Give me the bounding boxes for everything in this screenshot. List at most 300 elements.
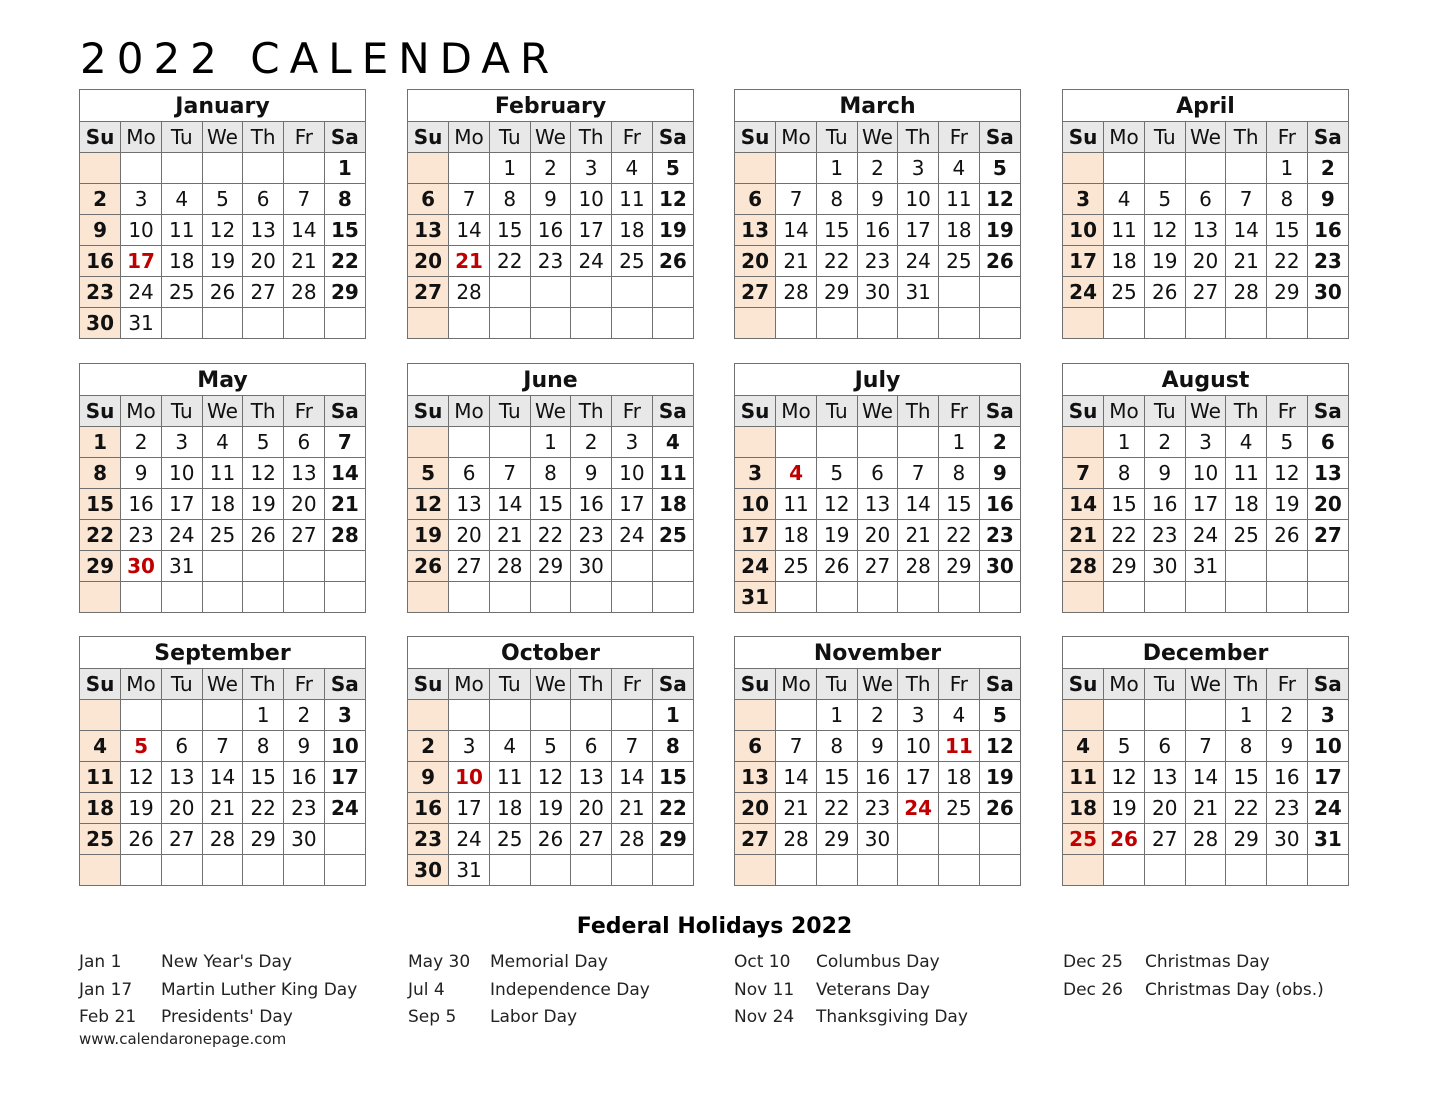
month-name: April [1063,90,1348,122]
holiday-name: Presidents' Day [161,1007,293,1027]
day-cell: 7 [202,731,243,762]
day-cell: 25 [202,520,243,551]
day-cell: 12 [1104,762,1145,793]
day-cell: 14 [776,762,817,793]
empty-cell [1063,582,1104,613]
day-cell: 21 [612,793,653,824]
day-cell: 13 [571,762,612,793]
day-cell: 24 [735,551,776,582]
day-cell: 28 [1226,277,1267,308]
day-cell: 5 [202,184,243,215]
weekday-header: Mo [121,396,162,427]
empty-cell [816,308,857,339]
empty-cell [408,153,449,184]
empty-cell [979,308,1020,339]
weekday-header: Sa [1307,669,1348,700]
empty-cell [735,308,776,339]
empty-cell [243,551,284,582]
empty-cell [1267,308,1308,339]
page-title: 2022 CALENDAR [80,34,560,83]
day-cell: 15 [530,489,571,520]
empty-cell [776,855,817,886]
weekday-header: Th [1226,122,1267,153]
empty-cell [202,153,243,184]
holiday-date: Oct 10 [734,952,791,972]
empty-cell [1185,582,1226,613]
day-cell: 4 [1226,427,1267,458]
empty-cell [979,582,1020,613]
day-cell: 24 [898,246,939,277]
day-cell: 18 [652,489,693,520]
empty-cell [1104,308,1145,339]
weekday-header: Th [243,669,284,700]
day-cell: 6 [1144,731,1185,762]
day-cell: 2 [1267,700,1308,731]
day-cell: 5 [652,153,693,184]
empty-cell [530,277,571,308]
holiday-date: Dec 26 [1063,979,1123,1000]
day-cell: 17 [1063,246,1104,277]
empty-cell [1267,855,1308,886]
empty-cell [857,308,898,339]
day-cell: 10 [324,731,365,762]
empty-cell [161,308,202,339]
empty-cell [80,153,121,184]
day-cell: 23 [979,520,1020,551]
day-cell: 28 [1063,551,1104,582]
month-grid [1063,669,1348,885]
holiday-name: Labor Day [490,1007,578,1027]
empty-cell [1104,855,1145,886]
weekday-header: Mo [121,669,162,700]
empty-cell [979,855,1020,886]
empty-cell [1104,582,1145,613]
day-cell: 24 [612,520,653,551]
day-cell: 21 [449,246,490,277]
day-cell: 10 [571,184,612,215]
weekday-header: Su [408,396,449,427]
day-cell: 9 [1144,458,1185,489]
day-cell: 17 [1185,489,1226,520]
holiday-date: May 30 [408,952,471,972]
empty-cell [1226,308,1267,339]
empty-cell [857,855,898,886]
day-cell: 20 [735,793,776,824]
day-cell: 22 [80,520,121,551]
day-cell: 18 [1063,793,1104,824]
month-calendar [734,636,1021,886]
day-cell: 21 [1185,793,1226,824]
empty-cell [612,277,653,308]
empty-cell [121,153,162,184]
empty-cell [324,308,365,339]
day-cell: 31 [449,855,490,886]
month-name: October [408,637,693,669]
empty-cell [898,824,939,855]
day-cell: 2 [1144,427,1185,458]
empty-cell [898,427,939,458]
day-cell: 3 [1307,700,1348,731]
empty-cell [202,308,243,339]
day-cell: 22 [939,520,980,551]
empty-cell [202,582,243,613]
weekday-header: Su [735,669,776,700]
empty-cell [449,153,490,184]
weekday-header: Mo [449,122,490,153]
weekday-header: Su [735,396,776,427]
day-cell: 29 [530,551,571,582]
day-cell: 3 [324,700,365,731]
empty-cell [80,855,121,886]
day-cell: 13 [1144,762,1185,793]
day-cell: 14 [776,215,817,246]
empty-cell [979,277,1020,308]
day-cell: 5 [408,458,449,489]
empty-cell [121,855,162,886]
day-cell: 21 [489,520,530,551]
weekday-header: Fr [1267,669,1308,700]
day-cell: 15 [489,215,530,246]
day-cell: 23 [121,520,162,551]
day-cell: 28 [776,824,817,855]
holiday-item [79,950,357,978]
day-cell: 23 [857,793,898,824]
month-grid [735,669,1020,885]
day-cell: 17 [161,489,202,520]
day-cell: 24 [898,793,939,824]
day-cell: 27 [243,277,284,308]
day-cell: 24 [1307,793,1348,824]
day-cell: 2 [408,731,449,762]
day-cell: 11 [489,762,530,793]
weekday-header: Sa [324,396,365,427]
month-grid [1063,396,1348,612]
empty-cell [816,582,857,613]
day-cell: 12 [530,762,571,793]
holiday-date: Nov 24 [734,1007,795,1027]
day-cell: 8 [939,458,980,489]
day-cell: 9 [121,458,162,489]
day-cell: 29 [1104,551,1145,582]
weekday-header: Sa [652,122,693,153]
empty-cell [449,427,490,458]
day-cell: 19 [1267,489,1308,520]
day-cell: 21 [1226,246,1267,277]
weekday-header: Th [571,122,612,153]
weekday-header: Fr [1267,122,1308,153]
day-cell: 11 [776,489,817,520]
day-cell: 4 [489,731,530,762]
empty-cell [652,582,693,613]
empty-cell [243,855,284,886]
day-cell: 5 [979,700,1020,731]
empty-cell [121,700,162,731]
day-cell: 1 [816,700,857,731]
day-cell: 25 [1063,824,1104,855]
empty-cell [1185,308,1226,339]
day-cell: 29 [80,551,121,582]
empty-cell [489,582,530,613]
day-cell: 29 [816,277,857,308]
month-calendar [407,636,694,886]
day-cell: 15 [1267,215,1308,246]
day-cell: 18 [202,489,243,520]
empty-cell [1144,700,1185,731]
weekday-header: Tu [816,669,857,700]
weekday-header: Th [898,669,939,700]
day-cell: 4 [939,700,980,731]
day-cell: 17 [898,762,939,793]
weekday-header: We [1185,669,1226,700]
empty-cell [1185,855,1226,886]
holiday-item [1063,950,1324,978]
day-cell: 17 [612,489,653,520]
holiday-column [1063,950,1324,1005]
holiday-column [79,950,357,1033]
empty-cell [857,427,898,458]
day-cell: 13 [284,458,325,489]
day-cell: 21 [324,489,365,520]
day-cell: 28 [898,551,939,582]
month-calendar [79,363,366,613]
day-cell: 24 [161,520,202,551]
holiday-date: Dec 25 [1063,952,1123,972]
day-cell: 18 [1226,489,1267,520]
holiday-name: Martin Luther King Day [161,979,358,1000]
day-cell: 15 [816,762,857,793]
day-cell: 16 [857,215,898,246]
day-cell: 26 [1144,277,1185,308]
holiday-date: Nov 11 [734,979,795,1000]
day-cell: 4 [652,427,693,458]
day-cell: 18 [1104,246,1145,277]
day-cell: 30 [571,551,612,582]
empty-cell [324,582,365,613]
holiday-item [734,1005,968,1033]
empty-cell [939,277,980,308]
day-cell: 3 [1063,184,1104,215]
day-cell: 4 [80,731,121,762]
month-calendar [407,363,694,613]
day-cell: 23 [80,277,121,308]
day-cell: 8 [816,184,857,215]
day-cell: 3 [612,427,653,458]
empty-cell [571,308,612,339]
month-grid [80,396,365,612]
day-cell: 6 [449,458,490,489]
day-cell: 11 [202,458,243,489]
empty-cell [1063,700,1104,731]
day-cell: 9 [857,731,898,762]
day-cell: 29 [816,824,857,855]
day-cell: 11 [1104,215,1145,246]
month-calendar [1062,636,1349,886]
month-grid [735,396,1020,612]
day-cell: 17 [571,215,612,246]
day-cell: 9 [1267,731,1308,762]
empty-cell [1226,582,1267,613]
day-cell: 10 [1063,215,1104,246]
day-cell: 3 [735,458,776,489]
empty-cell [1307,855,1348,886]
day-cell: 29 [652,824,693,855]
empty-cell [243,308,284,339]
holiday-name: Independence Day [490,979,650,1000]
weekday-header: Su [1063,122,1104,153]
empty-cell [1185,700,1226,731]
day-cell: 30 [1307,277,1348,308]
empty-cell [489,277,530,308]
holiday-item [79,1005,357,1033]
day-cell: 1 [939,427,980,458]
day-cell: 31 [161,551,202,582]
empty-cell [1267,582,1308,613]
weekday-header: Sa [324,122,365,153]
day-cell: 3 [1185,427,1226,458]
day-cell: 2 [979,427,1020,458]
weekday-header: Th [898,122,939,153]
weekday-header: Tu [1144,396,1185,427]
day-cell: 28 [776,277,817,308]
day-cell: 10 [161,458,202,489]
day-cell: 18 [80,793,121,824]
empty-cell [571,277,612,308]
day-cell: 19 [652,215,693,246]
month-name: December [1063,637,1348,669]
day-cell: 5 [530,731,571,762]
day-cell: 14 [898,489,939,520]
weekday-header: Mo [776,122,817,153]
day-cell: 18 [161,246,202,277]
day-cell: 12 [1144,215,1185,246]
empty-cell [1063,855,1104,886]
holiday-name: Veterans Day [816,979,930,1000]
empty-cell [1144,855,1185,886]
day-cell: 3 [898,700,939,731]
day-cell: 14 [202,762,243,793]
month-grid [408,669,693,885]
month-name: September [80,637,365,669]
day-cell: 9 [284,731,325,762]
day-cell: 20 [735,246,776,277]
empty-cell [939,824,980,855]
day-cell: 8 [243,731,284,762]
empty-cell [612,855,653,886]
day-cell: 24 [1063,277,1104,308]
day-cell: 23 [1144,520,1185,551]
day-cell: 25 [161,277,202,308]
day-cell: 27 [1185,277,1226,308]
month-calendar [734,89,1021,339]
day-cell: 7 [449,184,490,215]
day-cell: 8 [652,731,693,762]
day-cell: 25 [939,246,980,277]
weekday-header: We [530,669,571,700]
day-cell: 9 [979,458,1020,489]
day-cell: 21 [898,520,939,551]
holiday-item [79,978,357,1006]
empty-cell [161,582,202,613]
day-cell: 1 [530,427,571,458]
day-cell: 15 [324,215,365,246]
day-cell: 7 [1063,458,1104,489]
empty-cell [776,700,817,731]
empty-cell [449,308,490,339]
weekday-header: Th [898,396,939,427]
empty-cell [284,551,325,582]
month-name: January [80,90,365,122]
day-cell: 19 [121,793,162,824]
day-cell: 26 [652,246,693,277]
day-cell: 6 [735,184,776,215]
weekday-header: Su [1063,669,1104,700]
day-cell: 16 [121,489,162,520]
day-cell: 23 [571,520,612,551]
day-cell: 6 [408,184,449,215]
day-cell: 26 [1267,520,1308,551]
day-cell: 21 [776,246,817,277]
day-cell: 19 [243,489,284,520]
day-cell: 19 [530,793,571,824]
weekday-header: Fr [284,396,325,427]
empty-cell [1104,700,1145,731]
day-cell: 8 [80,458,121,489]
empty-cell [530,700,571,731]
day-cell: 2 [284,700,325,731]
empty-cell [449,700,490,731]
day-cell: 14 [489,489,530,520]
empty-cell [202,551,243,582]
day-cell: 16 [80,246,121,277]
day-cell: 4 [612,153,653,184]
weekday-header: Tu [489,669,530,700]
day-cell: 6 [1307,427,1348,458]
empty-cell [324,855,365,886]
day-cell: 22 [816,793,857,824]
weekday-header: Sa [652,396,693,427]
day-cell: 17 [121,246,162,277]
day-cell: 22 [489,246,530,277]
month-grid [735,122,1020,338]
empty-cell [1307,308,1348,339]
month-grid [80,669,365,885]
empty-cell [898,582,939,613]
empty-cell [735,427,776,458]
day-cell: 26 [816,551,857,582]
day-cell: 14 [1063,489,1104,520]
day-cell: 13 [408,215,449,246]
day-cell: 10 [898,184,939,215]
day-cell: 6 [571,731,612,762]
empty-cell [202,855,243,886]
day-cell: 7 [1185,731,1226,762]
weekday-header: We [202,396,243,427]
day-cell: 2 [121,427,162,458]
day-cell: 29 [1267,277,1308,308]
day-cell: 11 [80,762,121,793]
day-cell: 5 [1104,731,1145,762]
day-cell: 27 [284,520,325,551]
day-cell: 22 [652,793,693,824]
day-cell: 4 [1063,731,1104,762]
month-grid [80,122,365,338]
day-cell: 5 [979,153,1020,184]
weekday-header: Tu [816,396,857,427]
day-cell: 11 [612,184,653,215]
empty-cell [652,855,693,886]
day-cell: 24 [121,277,162,308]
empty-cell [1307,551,1348,582]
